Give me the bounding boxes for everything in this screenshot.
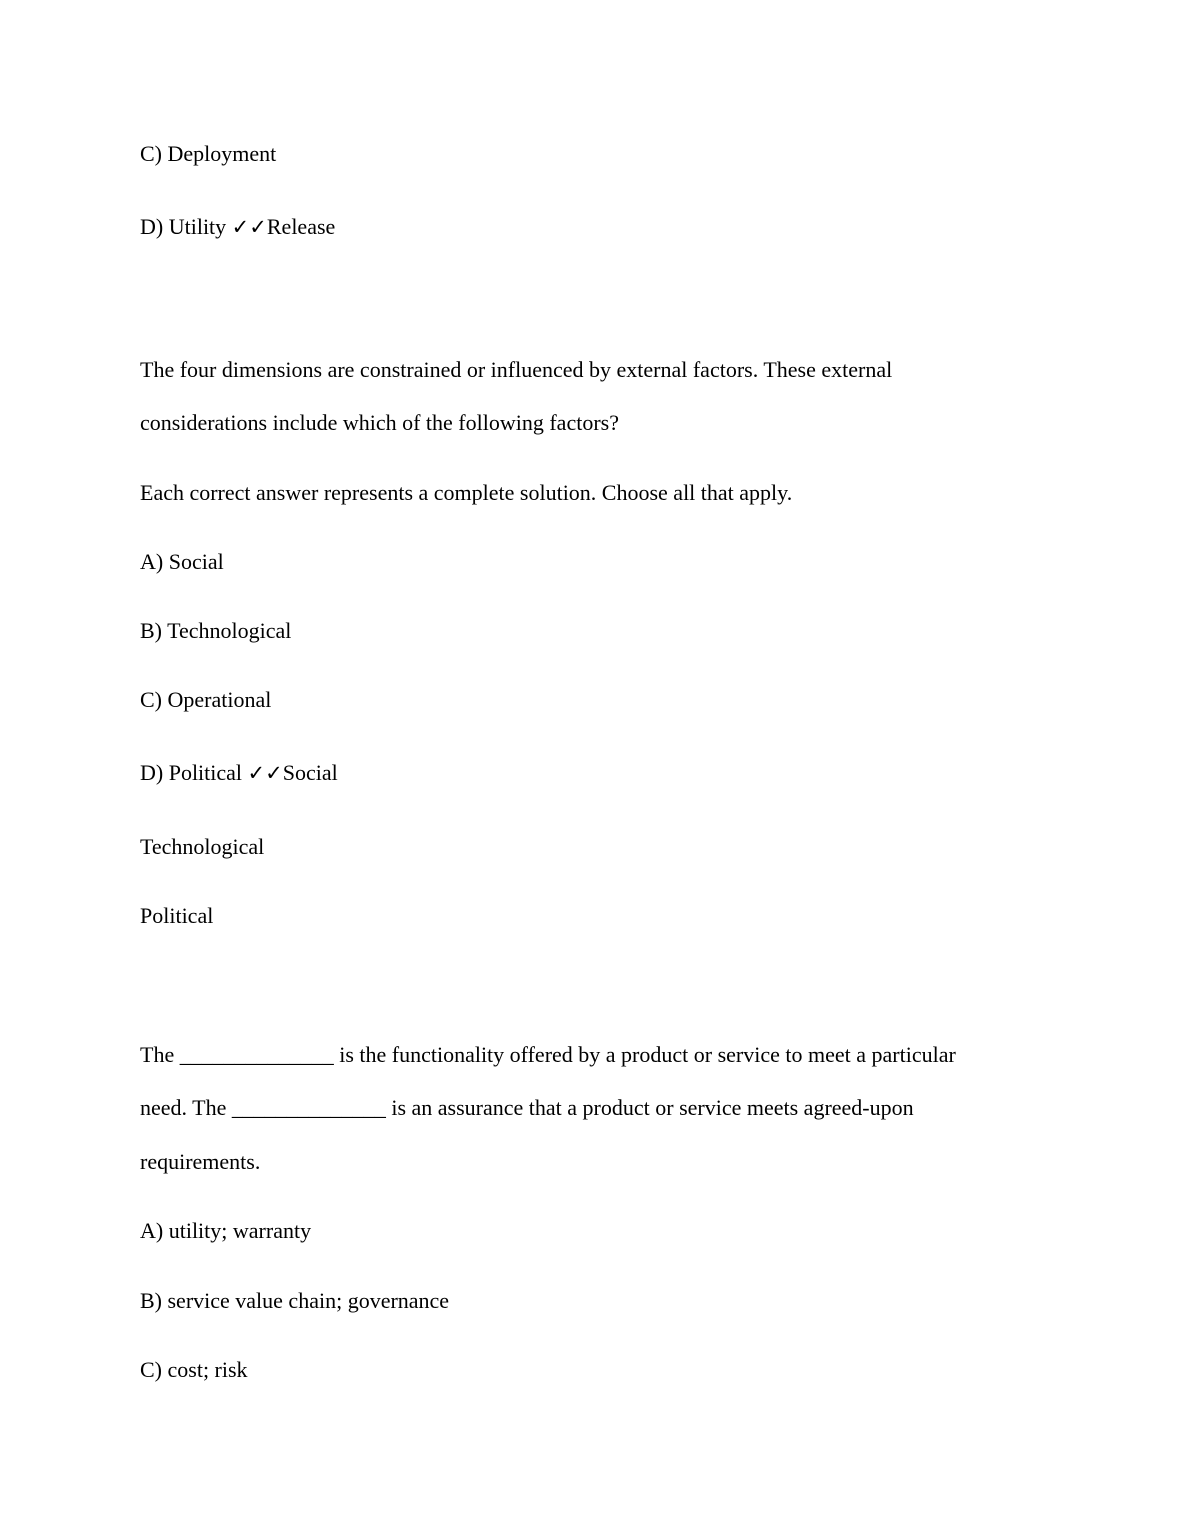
q3-stem-line-3: requirements. (140, 1149, 261, 1174)
q3-option-b: B) service value chain; governance (140, 1288, 450, 1313)
q2-answer-1: Social (282, 760, 338, 785)
check-mark-icon: ✓✓ (247, 761, 283, 785)
q3-option-a: A) utility; warranty (140, 1218, 312, 1243)
q2-option-d: D) Political (140, 760, 243, 785)
q3-option-c: C) cost; risk (140, 1357, 248, 1382)
q2-option-d-row (140, 762, 338, 784)
q2-answer-3: Political (140, 903, 214, 928)
q2-option-a: A) Social (140, 549, 224, 574)
q3-stem-line-2: need. The ______________ is an assurance that a product or service meets agreed-upon (140, 1095, 914, 1120)
q3-stem-line-1: The ______________ is the functionality offered by a product or service to meet a particular (140, 1042, 956, 1067)
q2-answer-2: Technological (140, 834, 265, 859)
q1-option-d-row (140, 216, 335, 238)
q2-stem-line-2: considerations include which of the following factors? (140, 410, 619, 435)
q2-instruction: Each correct answer represents a complete solution. Choose all that apply. (140, 480, 793, 505)
q1-answer: Release (266, 214, 336, 239)
q2-option-b: B) Technological (140, 618, 292, 643)
q2-stem-line-1: The four dimensions are constrained or influenced by external factors. These external (140, 357, 893, 382)
check-mark-icon: ✓✓ (231, 215, 267, 239)
q2-option-c: C) Operational (140, 687, 272, 712)
q1-option-d: D) Utility (140, 214, 227, 239)
q1-option-c: C) Deployment (140, 141, 277, 166)
